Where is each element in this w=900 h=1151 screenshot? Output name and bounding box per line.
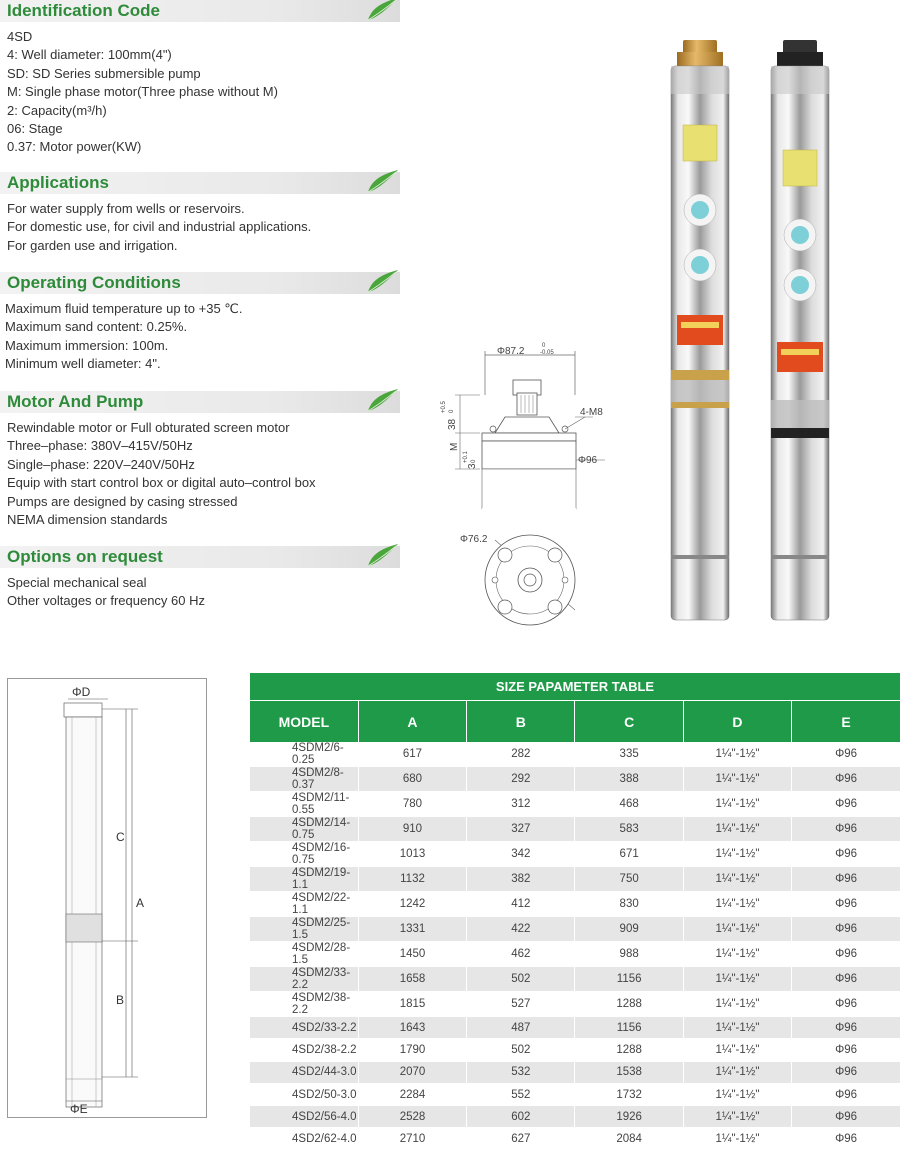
table-cell: 1132	[358, 867, 466, 892]
pump-dimension-drawing	[7, 678, 207, 1118]
leaf-icon	[366, 387, 400, 413]
table-row	[250, 917, 900, 942]
table-cell: 627	[467, 1128, 575, 1150]
table-cell: 4SD2/50-3.0	[250, 1083, 358, 1105]
table-cell: 830	[575, 892, 683, 917]
table-cell: Φ96	[792, 942, 900, 967]
pump-photo	[655, 30, 855, 630]
leaf-icon	[366, 0, 400, 22]
line: Maximum fluid temperature up to +35 ℃.	[5, 301, 243, 316]
line: For water supply from wells or reservoirs.	[7, 201, 245, 216]
size-parameter-table	[250, 673, 900, 1151]
table-cell: 292	[467, 767, 575, 792]
dim38-tol-top: +0.5	[441, 401, 447, 413]
table-cell: 342	[467, 842, 575, 867]
col-a: A	[358, 701, 466, 743]
table-cell: 4SDM2/11-0.55	[250, 792, 358, 817]
table-cell: 1013	[358, 842, 466, 867]
table-cell: Φ96	[792, 1106, 900, 1128]
table-row	[250, 1061, 900, 1083]
phiE-label: ΦE	[70, 1102, 88, 1116]
section-header	[0, 391, 400, 413]
table-cell: 1¼"-1½"	[683, 917, 791, 942]
table-cell: Φ96	[792, 1061, 900, 1083]
line: Rewindable motor or Full obturated screen motor	[7, 420, 290, 435]
table-row	[250, 742, 900, 767]
table-cell: 1¼"-1½"	[683, 1039, 791, 1061]
line: SD: SD Series submersible pump	[7, 65, 201, 81]
table-cell: 527	[467, 992, 575, 1017]
table-cell: 2710	[358, 1128, 466, 1150]
table-cell: 1¼"-1½"	[683, 842, 791, 867]
section-lines	[7, 200, 400, 255]
table-cell: 4SD2/44-3.0	[250, 1061, 358, 1083]
table-cell: 1288	[575, 1039, 683, 1061]
dim38-label: 38	[447, 418, 458, 430]
table-cell: 988	[575, 942, 683, 967]
line: Three–phase: 380V–415V/50Hz	[7, 438, 193, 454]
line: Maximum immersion: 100m.	[5, 337, 169, 353]
phiD-label: ΦD	[72, 685, 91, 699]
col-e: E	[792, 701, 900, 743]
table-cell: 532	[467, 1061, 575, 1083]
table-cell: Φ96	[792, 1128, 900, 1150]
table-cell: 1815	[358, 992, 466, 1017]
line: 2: Capacity(m³/h)	[7, 102, 107, 118]
table-cell: Φ96	[792, 992, 900, 1017]
table-cell: 1¼"-1½"	[683, 1017, 791, 1039]
section-applications	[0, 172, 400, 255]
leaf-icon	[366, 268, 400, 294]
line: 0.37: Motor power(KW)	[7, 139, 142, 155]
section-lines	[7, 28, 400, 157]
section-header	[0, 272, 400, 294]
table-cell: 1¼"-1½"	[683, 992, 791, 1017]
table-cell: 412	[467, 892, 575, 917]
table-cell: 2084	[575, 1128, 683, 1150]
table-cell: 780	[358, 792, 466, 817]
table-cell: 552	[467, 1083, 575, 1105]
table-cell: 1¼"-1½"	[683, 767, 791, 792]
line: Special mechanical seal	[7, 575, 147, 590]
dim3-tol-top: +0.1	[463, 451, 469, 463]
table-cell: 1¼"-1½"	[683, 1061, 791, 1083]
phi76-label: Φ76.2	[460, 534, 488, 545]
line: Equip with start control box or digital auto–control box	[7, 475, 316, 491]
table-cell: 502	[467, 967, 575, 992]
table-cell: Φ96	[792, 967, 900, 992]
table-cell: 4SDM2/8-0.37	[250, 767, 358, 792]
section-header	[0, 172, 400, 194]
table-cell: 4SDM2/22-1.1	[250, 892, 358, 917]
line: Minimum well diameter: 4".	[5, 356, 161, 372]
table-cell: 680	[358, 767, 466, 792]
table-cell: 1¼"-1½"	[683, 817, 791, 842]
section-lines	[5, 300, 400, 374]
table-cell: 1¼"-1½"	[683, 1106, 791, 1128]
table-cell: 1658	[358, 967, 466, 992]
table-body	[250, 742, 900, 1150]
line: 4SD	[7, 29, 33, 44]
line: For domestic use, for civil and industrial applications.	[7, 219, 312, 235]
col-model: MODEL	[250, 701, 358, 743]
line: Maximum sand content: 0.25%.	[5, 319, 188, 335]
table-row	[250, 792, 900, 817]
table-cell: 583	[575, 817, 683, 842]
table-cell: 909	[575, 917, 683, 942]
table-cell: 1450	[358, 942, 466, 967]
table-cell: 1156	[575, 967, 683, 992]
table-cell: Φ96	[792, 1017, 900, 1039]
table-cell: Φ96	[792, 817, 900, 842]
table-cell: 388	[575, 767, 683, 792]
section-title: Motor And Pump	[7, 392, 144, 411]
table-row	[250, 1039, 900, 1061]
table-row	[250, 1017, 900, 1039]
col-b: B	[467, 701, 575, 743]
table-cell: 1¼"-1½"	[683, 1128, 791, 1150]
table-row	[250, 767, 900, 792]
table-cell: 1926	[575, 1106, 683, 1128]
table-cell: 1643	[358, 1017, 466, 1039]
table-cell: 1242	[358, 892, 466, 917]
table-cell: 4SD2/62-4.0	[250, 1128, 358, 1150]
section-title: Operating Conditions	[7, 273, 181, 292]
table-title: SIZE PAPAMETER TABLE	[250, 673, 900, 701]
labelB: B	[116, 993, 125, 1007]
leaf-icon	[366, 168, 400, 194]
table-row	[250, 892, 900, 917]
line: Single–phase: 220V–240V/50Hz	[7, 456, 195, 472]
table-cell: 422	[467, 917, 575, 942]
table-cell: 4SDM2/6-0.25	[250, 742, 358, 767]
table-row	[250, 842, 900, 867]
table-cell: 4SD2/33-2.2	[250, 1017, 358, 1039]
table-cell: Φ96	[792, 1083, 900, 1105]
section-header	[0, 546, 400, 568]
table-cell: 2528	[358, 1106, 466, 1128]
table-row	[250, 867, 900, 892]
table-cell: 468	[575, 792, 683, 817]
table-cell: 1¼"-1½"	[683, 967, 791, 992]
table-cell: 4SD2/38-2.2	[250, 1039, 358, 1061]
table-cell: 1331	[358, 917, 466, 942]
table-cell: 327	[467, 817, 575, 842]
table-cell: 4SDM2/16-0.75	[250, 842, 358, 867]
table-cell: Φ96	[792, 867, 900, 892]
table-cell: 2070	[358, 1061, 466, 1083]
table-cell: 282	[467, 742, 575, 767]
section-motor-and-pump	[0, 391, 400, 529]
table-cell: 4SDM2/19-1.1	[250, 867, 358, 892]
labelA: A	[136, 896, 145, 910]
table-cell: 1¼"-1½"	[683, 742, 791, 767]
table-cell: 4SDM2/38-2.2	[250, 992, 358, 1017]
table-row	[250, 992, 900, 1017]
dim3-label: 3	[467, 463, 478, 469]
table-row	[250, 817, 900, 842]
dimM-label: M	[449, 442, 460, 451]
table-cell: 502	[467, 1039, 575, 1061]
leaf-icon	[366, 542, 400, 568]
table-row	[250, 942, 900, 967]
table-cell: 487	[467, 1017, 575, 1039]
table-cell: 462	[467, 942, 575, 967]
table-cell: 4SDM2/33-2.2	[250, 967, 358, 992]
section-title: Identification Code	[7, 1, 160, 20]
table-row	[250, 1128, 900, 1150]
table-cell: 1¼"-1½"	[683, 867, 791, 892]
table-cell: 1¼"-1½"	[683, 792, 791, 817]
labelC: C	[116, 830, 125, 844]
line: 06: Stage	[7, 121, 63, 137]
col-d: D	[683, 701, 791, 743]
table-cell: 2284	[358, 1083, 466, 1105]
table-cell: 382	[467, 867, 575, 892]
table-cell: Φ96	[792, 742, 900, 767]
table-cell: 1¼"-1½"	[683, 1083, 791, 1105]
table-cell: Φ96	[792, 892, 900, 917]
section-lines	[7, 419, 400, 529]
table-cell: 4SDM2/28-1.5	[250, 942, 358, 967]
section-options-on-request	[0, 546, 400, 611]
table-row	[250, 1106, 900, 1128]
dim3-tol-bot: 0	[471, 459, 477, 463]
motor-flange-drawing	[425, 335, 625, 635]
table-cell: 617	[358, 742, 466, 767]
table-cell: Φ96	[792, 1039, 900, 1061]
table-cell: 602	[467, 1106, 575, 1128]
section-title: Applications	[7, 173, 110, 192]
phi87-tol-top: 0	[542, 343, 546, 349]
phi87-label: Φ87.2	[497, 346, 525, 357]
table-cell: Φ96	[792, 842, 900, 867]
line: Pumps are designed by casing stressed	[7, 493, 238, 509]
section-lines	[7, 574, 400, 611]
table-cell: 1732	[575, 1083, 683, 1105]
table-cell: 4SDM2/25-1.5	[250, 917, 358, 942]
m8-label: 4-M8	[580, 407, 603, 418]
table-cell: 1¼"-1½"	[683, 892, 791, 917]
table-cell: 1¼"-1½"	[683, 942, 791, 967]
dim38-tol-bot: 0	[449, 409, 455, 413]
table-row	[250, 1083, 900, 1105]
section-identification-code	[0, 0, 400, 157]
phi96-label: Φ96	[578, 455, 598, 466]
line: M: Single phase motor(Three phase without M)	[7, 84, 278, 100]
line: NEMA dimension standards	[7, 512, 168, 528]
table-cell: Φ96	[792, 767, 900, 792]
col-c: C	[575, 701, 683, 743]
table-cell: 4SD2/56-4.0	[250, 1106, 358, 1128]
table-row	[250, 967, 900, 992]
phi87-tol-bot: -0.05	[540, 350, 554, 356]
table-cell: 4SDM2/14-0.75	[250, 817, 358, 842]
table-cell: 312	[467, 792, 575, 817]
table-cell: 750	[575, 867, 683, 892]
table-cell: 1538	[575, 1061, 683, 1083]
line: For garden use and irrigation.	[7, 237, 178, 253]
section-operating-conditions	[0, 272, 400, 374]
table-cell: 1288	[575, 992, 683, 1017]
section-title: Options on request	[7, 547, 163, 566]
table-cell: 1156	[575, 1017, 683, 1039]
table-cell: 335	[575, 742, 683, 767]
table-cell: 1790	[358, 1039, 466, 1061]
table-cell: 910	[358, 817, 466, 842]
section-header	[0, 0, 400, 22]
line: 4: Well diameter: 100mm(4")	[7, 47, 172, 63]
table-cell: Φ96	[792, 792, 900, 817]
table-cell: 671	[575, 842, 683, 867]
table-cell: Φ96	[792, 917, 900, 942]
line: Other voltages or frequency 60 Hz	[7, 593, 205, 609]
